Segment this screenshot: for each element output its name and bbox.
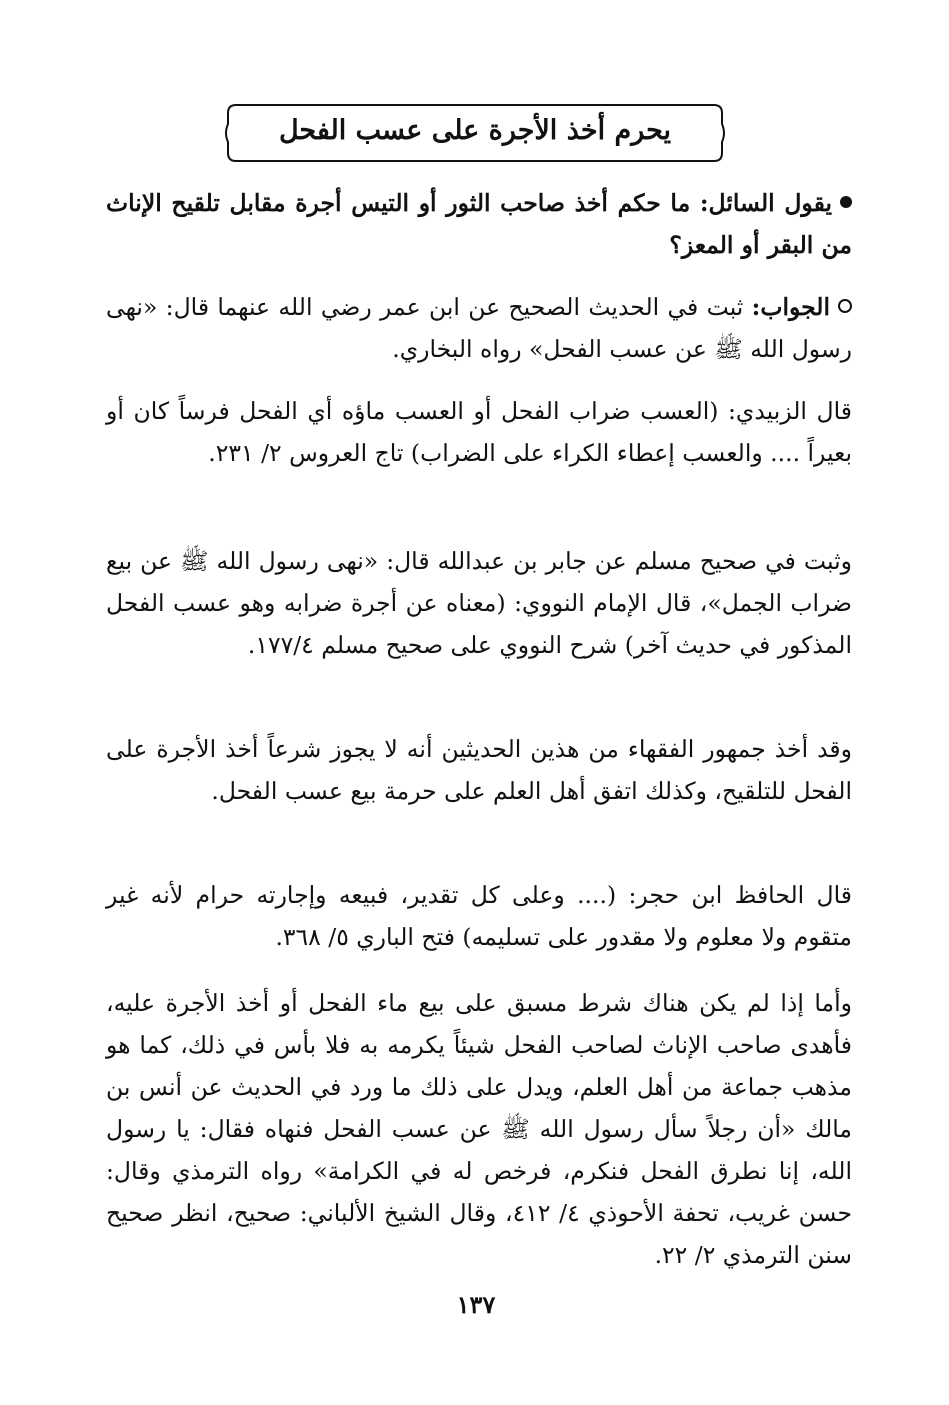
- page-title: يحرم أخذ الأجرة على عسب الفحل: [278, 115, 672, 146]
- filled-bullet-icon: [840, 196, 852, 208]
- paragraph-exception: وأما إذا لم يكن هناك شرط مسبق على بيع ماء الفحل أو أخذ الأجرة عليه، فأهدى صاحب الإناث لصاحب الفحل شيئاً يكرمه به فلا بأس في ذلك، كما هو مذهب جماعة من أهل العلم، ويدل على ذلك ما ورد في الحديث عن أنس بن مالك «أن رجلاً سأل رسول الله ﷺ عن عسب الفحل فنهاه فقال: يا رسول الله، إنا نطرق الفحل فنكرم، فرخص له في الكرامة» رواه الترمذي وقال: حسن غريب، تحفة الأحوذي ٤/ ٤١٢، وقال الشيخ الألباني: صحيح، انظر صحيح سنن الترمذي ٢/ ٢٢.: [106, 989, 852, 1269]
- answer-paragraph: [106, 286, 852, 370]
- hollow-bullet-icon: [838, 299, 852, 313]
- question-text: ما حكم أخذ صاحب الثور أو التيس أجرة مقابل تلقيح الإناث من البقر أو المعز؟: [106, 189, 852, 259]
- paragraph-muslim: وثبت في صحيح مسلم عن جابر بن عبدالله قال: «نهى رسول الله ﷺ عن بيع ضراب الجمل»، قال الإمام النووي: (معناه عن أجرة ضرابه وهو عسب الفحل المذكور في حديث آخر) شرح النووي على صحيح مسلم ١٧٧/٤.: [106, 547, 852, 659]
- book-page: [100, 0, 852, 1405]
- answer-text: ثبت في الحديث الصحيح عن ابن عمر رضي الله عنهما قال: «نهى رسول الله ﷺ عن عسب الفحل» رواه البخاري.: [106, 293, 852, 363]
- answer-label: الجواب:: [751, 293, 830, 321]
- page-number: ١٣٧: [456, 1290, 496, 1319]
- question-label: يقول السائل:: [699, 189, 832, 217]
- paragraph-zubaidi: قال الزبيدي: (العسب ضراب الفحل أو العسب ماؤه أي الفحل فرساً كان أو بعيراً .... والعسب إعطاء الكراء على الضراب) تاج العروس ٢/ ٢٣١.: [106, 397, 852, 467]
- paragraph-jumhur: وقد أخذ جمهور الفقهاء من هذين الحديثين أنه لا يجوز شرعاً أخذ الأجرة على الفحل للتلقيح، وكذلك اتفق أهل العلم على حرمة بيع عسب الفحل.: [106, 735, 852, 805]
- title-frame: [222, 102, 728, 164]
- paragraph-ibn-hajar: قال الحافظ ابن حجر: (.... وعلى كل تقدير، فبيعه وإجارته حرام لأنه غير متقوم ولا معلوم ولا مقدور على تسليمه) فتح الباري ٥/ ٣٦٨.: [106, 881, 852, 951]
- question-paragraph: [106, 182, 852, 266]
